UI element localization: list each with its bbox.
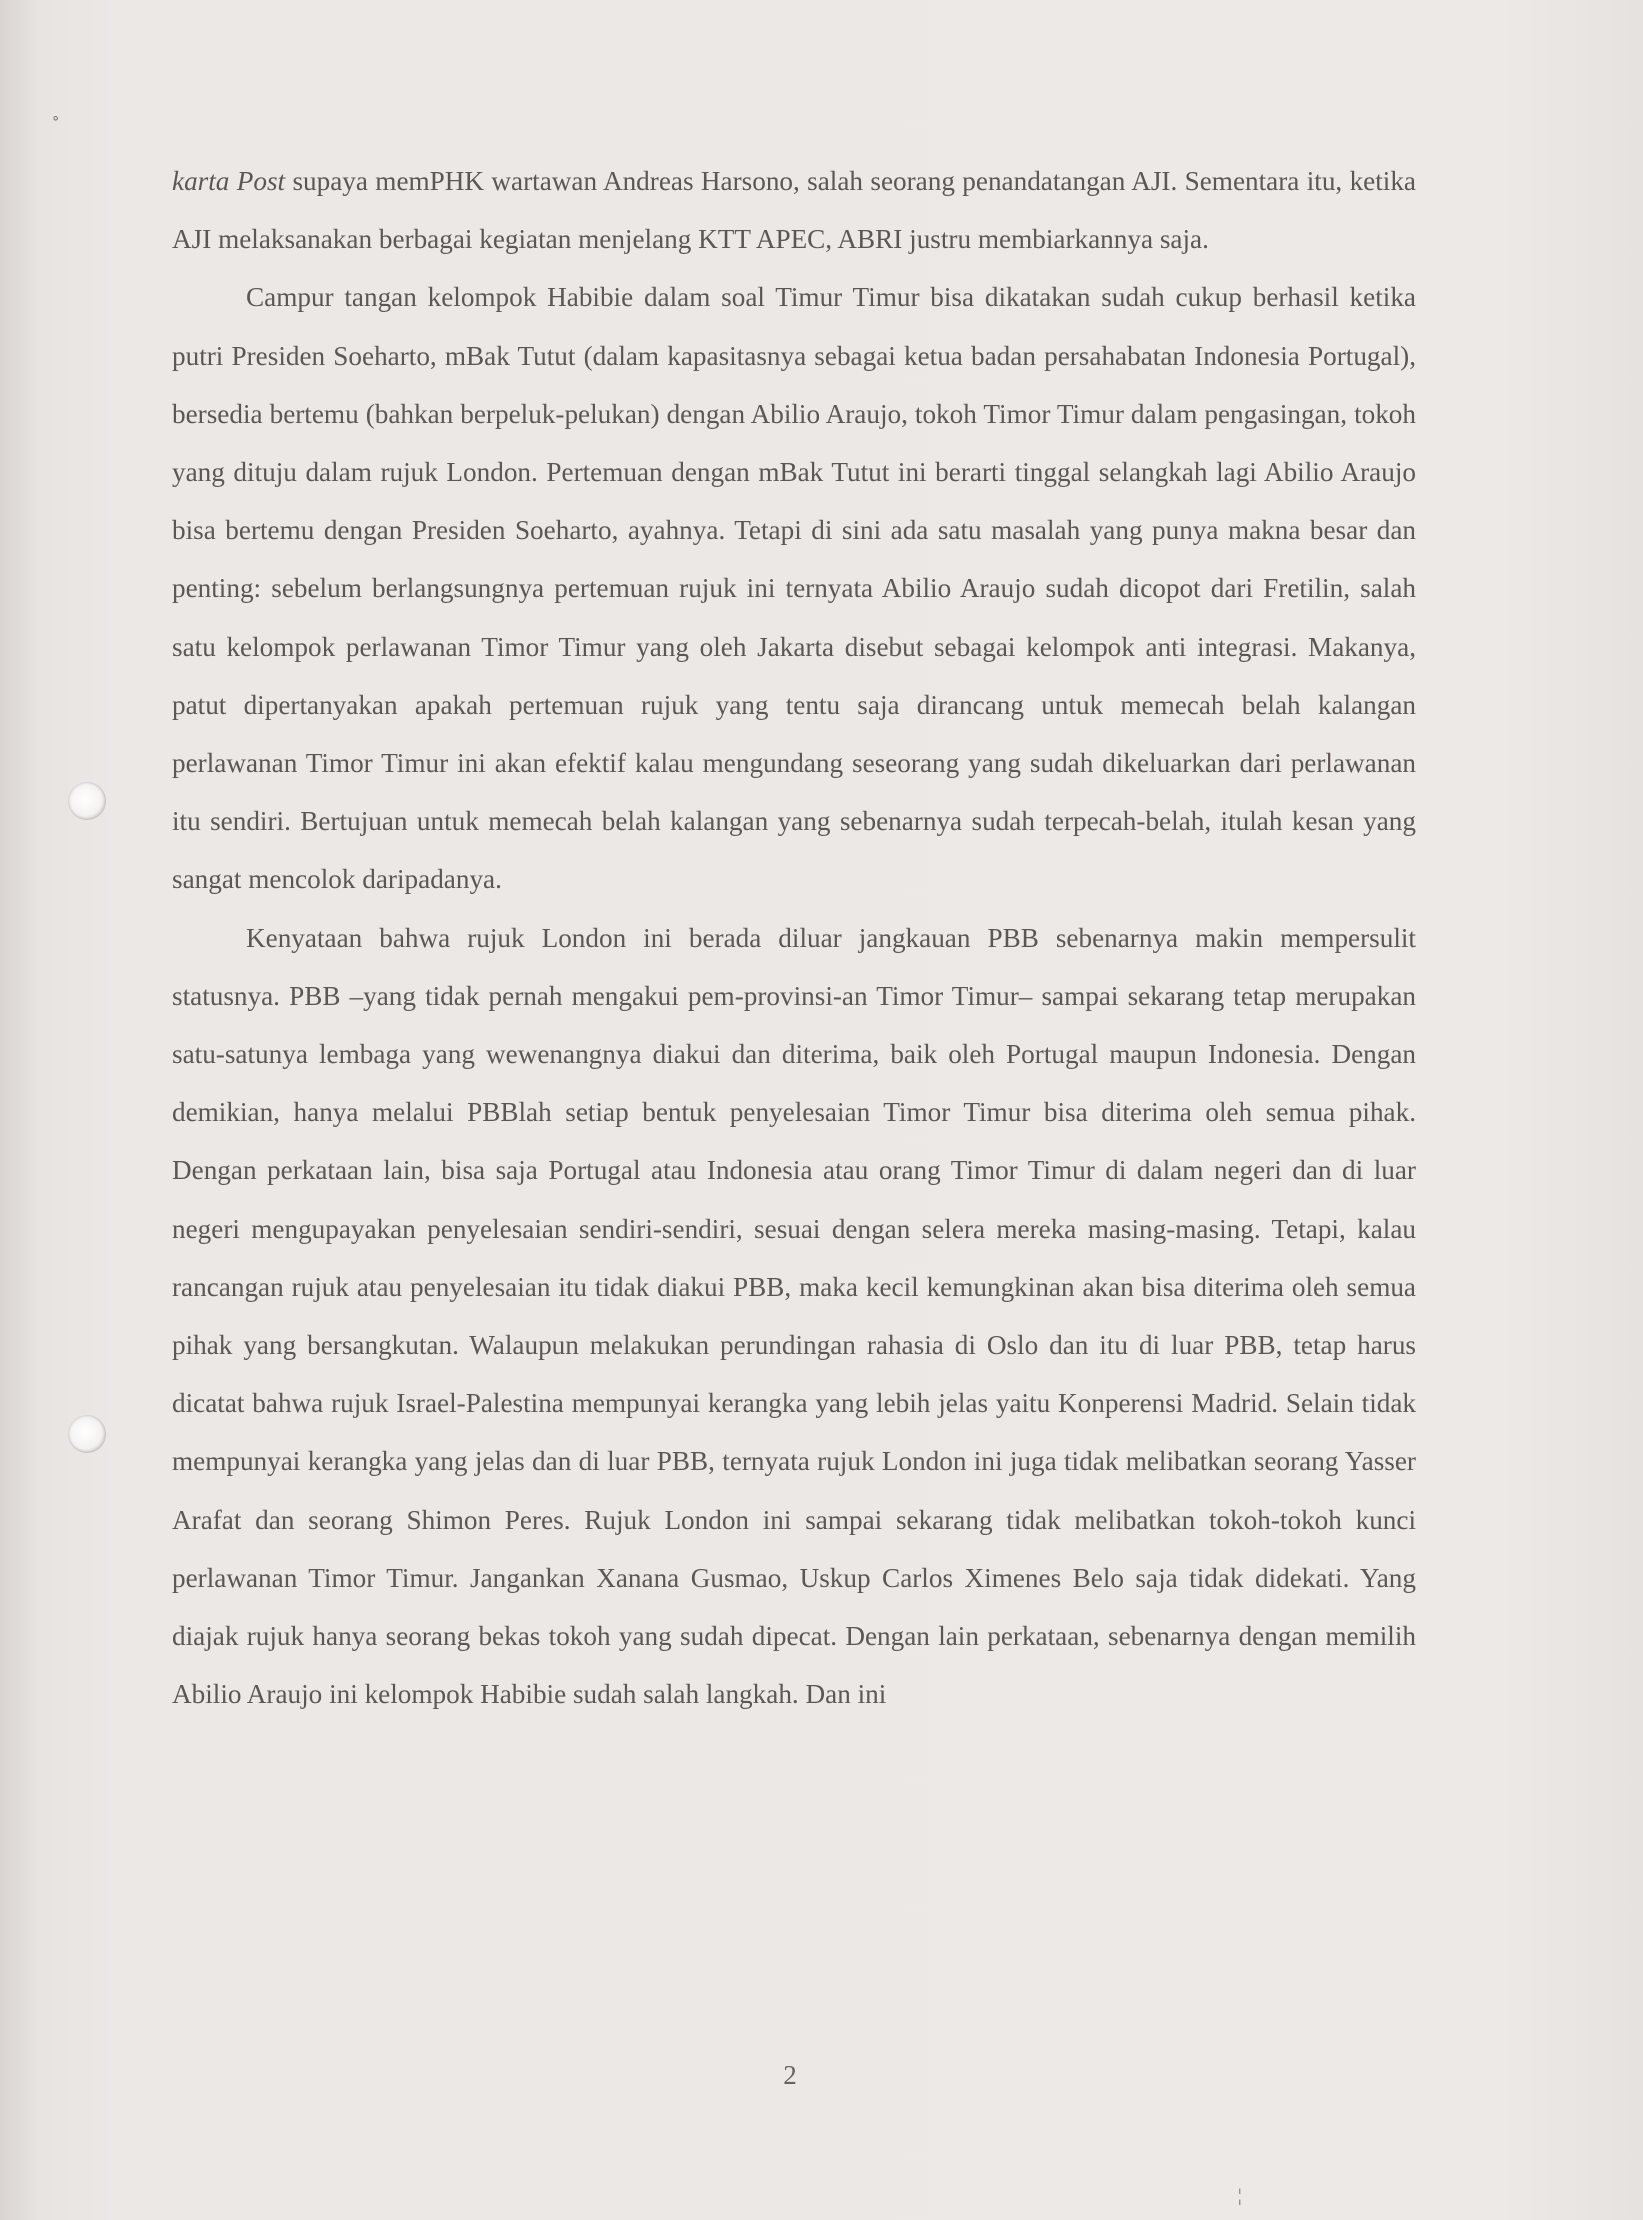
- paragraph-3: Kenyataan bahwa rujuk London ini berada diluar jangkauan PBB sebenarnya makin mempersulit statusnya. PBB –yang tidak pernah mengakui pem-provinsi-an Timor Timur– sampai sekarang tetap merupakan satu-satunya lembaga yang wewenangnya diakui dan diterima, baik oleh Portugal maupun Indonesia. Dengan demikian, hanya melalui PBBlah setiap bentuk penyelesaian Timor Timur bisa diterima oleh semua pihak. Dengan perkataan lain, bisa saja Portugal atau Indonesia atau orang Timor Timur di dalam negeri dan di luar negeri mengupayakan penyelesaian sendiri-sendiri, sesuai dengan selera mereka masing-masing. Tetapi, kalau rancangan rujuk atau penyelesaian itu tidak diakui PBB, maka kecil kemungkinan akan bisa diterima oleh semua pihak yang bersangkutan. Walaupun melakukan perundingan rahasia di Oslo dan itu di luar PBB, tetap harus dicatat bahwa rujuk Israel-Palestina mempunyai kerangka yang lebih jelas yaitu Konperensi Madrid. Selain tidak mempunyai kerangka yang jelas dan di luar PBB, ternyata rujuk London ini juga tidak melibatkan seorang Yasser Arafat dan seorang Shimon Peres. Rujuk London ini sampai sekarang tidak melibatkan tokoh-tokoh kunci perlawanan Timor Timur. Jangankan Xanana Gusmao, Uskup Carlos Ximenes Belo saja tidak didekati. Yang diajak rujuk hanya seorang bekas tokoh yang sudah dipecat. Dengan lain perkataan, sebenarnya dengan memilih Abilio Araujo ini kelompok Habibie sudah salah langkah. Dan ini: [172, 922, 1416, 1710]
- paragraph-1-text: supaya memPHK wartawan Andreas Harsono, salah seorang penandatangan AJI. Sementara itu, ketika AJI melaksanakan berbagai kegiatan menjelang KTT APEC, ABRI justru membiarkannya saja.: [172, 166, 1416, 255]
- bottom-margin-mark: ¦: [1238, 2185, 1242, 2205]
- punch-hole-top: [68, 782, 106, 820]
- paragraph-1-italic-lead: karta Post: [172, 166, 286, 196]
- punch-hole-bottom: [68, 1415, 106, 1453]
- page-number: 2: [783, 2060, 797, 2090]
- body-text: [172, 152, 1416, 1723]
- margin-mark: ˚: [52, 112, 60, 137]
- paragraph-2: Campur tangan kelompok Habibie dalam soal Timur Timur bisa dikatakan sudah cukup berhasil ketika putri Presiden Soeharto, mBak Tutut (dalam kapasitasnya sebagai ketua badan persahabatan Indonesia Portugal), bersedia bertemu (bahkan berpeluk-pelukan) dengan Abilio Araujo, tokoh Timor Timur dalam pengasingan, tokoh yang dituju dalam rujuk London. Pertemuan dengan mBak Tutut ini berarti tinggal selangkah lagi Abilio Araujo bisa bertemu dengan Presiden Soeharto, ayahnya. Tetapi di sini ada satu masalah yang punya makna besar dan penting: sebelum berlangsungnya pertemuan rujuk ini ternyata Abilio Araujo sudah dicopot dari Fretilin, salah satu kelompok perlawanan Timor Timur yang oleh Jakarta disebut sebagai kelompok anti integrasi. Makanya, patut dipertanyakan apakah pertemuan rujuk yang tentu saja dirancang untuk memecah belah kalangan perlawanan Timor Timur ini akan efektif kalau mengundang seseorang yang sudah dikeluarkan dari perlawanan itu sendiri. Bertujuan untuk memecah belah kalangan yang sebenarnya sudah terpecah-belah, itulah kesan yang sangat mencolok daripadanya.: [172, 282, 1416, 895]
- paragraph-1: [172, 152, 1416, 268]
